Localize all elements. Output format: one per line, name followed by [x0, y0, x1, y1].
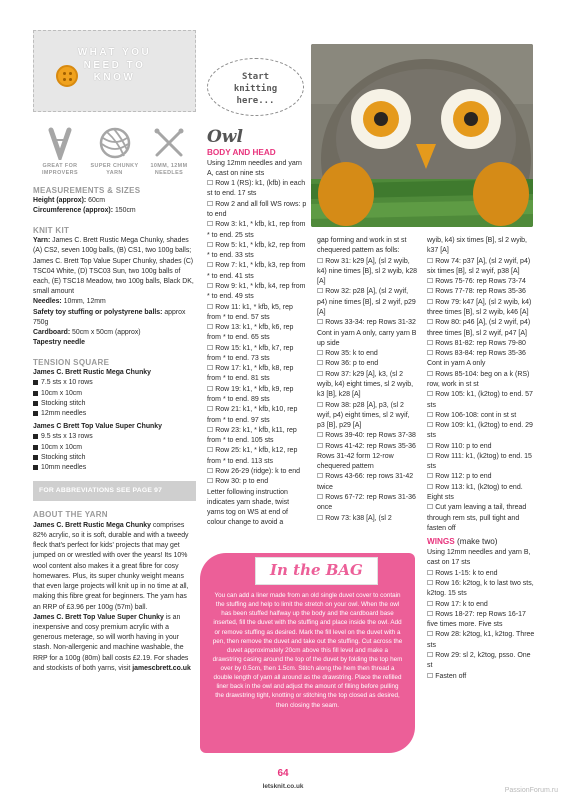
pattern-row: ☐ Row 21: k1, * kfb, k10, rep from * to end. 97 sts	[207, 405, 307, 426]
skill-item	[35, 126, 85, 177]
pattern-row: ☐ Row 80: p46 [A], (sl 2 wyif, p4) three times [B], sl 2 wyif, p47 [A]	[427, 318, 535, 339]
pattern-row: ☐ Row 19: k1, * kfb, k9, rep from * to end. 89 sts	[207, 385, 307, 406]
badge-line: WHAT YOU	[77, 47, 152, 58]
pattern-column-2	[317, 236, 419, 524]
pattern-row: ☐ Rows 75-76: rep Rows 73-74	[427, 277, 535, 287]
in-the-bag-heading: In the BAG	[255, 557, 378, 585]
pattern-column-1	[207, 128, 307, 529]
watermark: PassionForum.ru	[504, 787, 558, 794]
pattern-row: ☐ Row 113: k1, (k2tog) to end. Eight sts	[427, 483, 535, 504]
measurements-text: Height (approx): 60cm Circumference (approx): 150cm	[33, 197, 136, 215]
in-the-bag-text: You can add a liner made from an old single duvet cover to contain the stuffing and help to limit the stretch on your owl. When the owl has been stuffed halfway up the body and the cardboard base inserted, fill the duvet with the stuffing and place inside the owl. Add or remove stuffing as desired. Mark the fill level on the duvet with a pen, then remove the duvet and take out the stuffing. Cut across the duvet approximately 20cm above this fill level and make a drawstring casing around the top of the duvet by folding the top hem over by 0.5cm, then 1.5cm. Stitch along the hem then thread a double length of yarn all around as the drawstring. Place the refilled liner back in the owl and adjust the amount of filling before pulling the drawstring tight, knotting or stitching the top closed as desired, then closing the seam.	[212, 592, 403, 709]
knitting-needles-icon	[152, 126, 186, 160]
pattern-row: ☐ Row 7: k1, * kfb, k3, rep from * to end. 41 sts	[207, 261, 307, 282]
pattern-row: ☐ Row 31: k29 [A], (sl 2 wyib, k4) nine times [B], sl 2 wyib, k28 [A]	[317, 257, 419, 288]
pattern-row: ☐ Row 1 (RS): k1, (kfb) in each st to end. 17 sts	[207, 179, 307, 200]
list-item: 10cm x 10cm	[33, 443, 196, 453]
tension-heading: TENSION SQUARE	[33, 357, 110, 367]
wings-heading: WINGS (make two)	[427, 537, 498, 547]
pattern-row: ☐ Row 30: p to end	[207, 477, 307, 487]
pattern-row: ☐ Row 29: sl 2, k2tog, psso. One st	[427, 651, 535, 672]
list-item: 10cm x 10cm	[33, 389, 196, 399]
pattern-row: ☐ Row 13: k1, * kfb, k6, rep from * to end. 65 sts	[207, 323, 307, 344]
pattern-row: ☐ Cut yarn leaving a tail, thread through rem sts, pull tight and fasten off	[427, 503, 535, 534]
list-item: 10mm needles	[33, 463, 196, 473]
what-you-need-badge	[33, 30, 196, 112]
yarn-website-link[interactable]: jamescbrett.co.uk	[132, 664, 191, 672]
pattern-row: ☐ Row 106-108: cont in st st	[427, 411, 535, 421]
pattern-row: ☐ Row 15: k1, * kfb, k7, rep from * to end. 73 sts	[207, 344, 307, 365]
badge-line: KNOW	[93, 72, 136, 83]
pattern-row: ☐ Row 74: p37 [A], (sl 2 wyif, p4) six times [B], sl 2 wyif, p38 [A]	[427, 257, 535, 278]
pattern-text: Using 12mm needles and yarn A, cast on nine sts ☐ Row 1 (RS): k1, (kfb) in each st to end. 17 sts ☐ Row 2 and all foll WS rows: p to end ☐ Row 3: k1, * kfb, k1, rep from * to end. 25 sts ☐ Row 5: k1, * kfb, k2, rep from * to end. 33 sts ☐ Row 7: k1, * kfb, k3, rep from * to end. 41 sts ☐ Row 9: k1, * kfb, k4, rep from * to end. 49 sts ☐ Row 11: k1, * kfb, k5, rep from * to end. 57 sts ☐ Row 13: k1, * kfb, k6, rep from * to end. 65 sts ☐ Row 15: k1, * kfb, k7, rep from * to end. 73 sts ☐ Row 17: k1, * kfb, k8, rep from * to end. 81 sts ☐ Row 19: k1, * kfb, k9, rep from * to end. 89 sts ☐ Row 21: k1, * kfb, k10, rep from * to end. 97 sts ☐ Row 23: k1, * kfb, k11, rep from * to end. 105 sts ☐ Row 25: k1, * kfb, k12, rep from * to end. 113 sts ☐ Row 26-29 (ridge): k to end ☐ Row 30: p to end Letter following instruction indicates yarn shade, twist yarns tog on WS at end of colour change to avoid a	[207, 159, 307, 529]
button-icon	[56, 65, 78, 87]
badge-line: NEED TO	[83, 59, 146, 71]
pattern-text: wyib, k4) six times [B], sl 2 wyib, k37 [A] ☐ Row 74: p37 [A], (sl 2 wyif, p4) six times [B], sl 2 wyif, p38 [A] ☐ Rows 75-76: rep Rows 73-74 ☐ Rows 77-78: rep Rows 35-36 ☐ Row 79: k47 [A], (sl 2 wyib, k4) three times [B], sl 2 wyib, k46 [A] ☐ Row 80: p46 [A], (sl 2 wyif, p4) three times [B], sl 2 wyif, p47 [A] ☐ Rows 81-82: rep Rows 79-80 ☐ Rows 83-84: rep Rows 35-36 Cont in yarn A only ☐ Rows 85-104: beg on a k (RS) row, work in st st ☐ Row 105: k1, (k2tog) to end. 57 sts ☐ Row 106-108: cont in st st ☐ Row 109: k1, (k2tog) to end. 29 sts ☐ Row 110: p to end ☐ Row 111: k1, (k2tog) to end. 15 sts ☐ Row 112: p to end ☐ Row 113: k1, (k2tog) to end. Eight sts ☐ Cut yarn leaving a tail, thread through rem sts, pull tight and fasten off WINGS (make two) Using 12mm needles and yarn B, cast on 17 sts ☐ Rows 1-15: k to end ☐ Row 16: k2tog, k to last two sts, k2tog. 15 sts ☐ Row 17: k to end ☐ Rows 18-27: rep Rows 16-17 five times more. Five sts ☐ Row 28: k2tog, k1, k2tog. Three sts ☐ Row 29: sl 2, k2tog, psso. One st ☐ Fasten off	[427, 236, 535, 682]
pattern-row: ☐ Rows 18-27: rep Rows 16-17 five times more. Five sts	[427, 610, 535, 631]
pattern-row: ☐ Row 5: k1, * kfb, k2, rep from * to end. 33 sts	[207, 241, 307, 262]
sidebar	[33, 30, 196, 778]
pattern-row: ☐ Row 11: k1, * kfb, k5, rep from * to end. 57 sts	[207, 303, 307, 324]
knit-kit-heading: KNIT KIT	[33, 225, 70, 235]
page-number: 64	[277, 768, 289, 779]
pattern-title: Owl	[207, 127, 243, 147]
pattern-row: ☐ Row 26-29 (ridge): k to end	[207, 467, 307, 477]
pattern-row: ☐ Rows 43-66: rep rows 31-42 twice	[317, 472, 419, 493]
tension-block: James C. Brett Rustic Mega Chunky 7.5 sts x 10 rows 10cm x 10cm Stocking stitch 12mm needles James C Brett Top Value Super Chunky 9.5 sts x 13 rows 10cm x 10cm Stocking stitch 10mm needles	[33, 368, 196, 473]
body-head-heading: BODY AND HEAD	[207, 147, 276, 157]
pattern-row: ☐ Row 28: k2tog, k1, k2tog. Three sts	[427, 630, 535, 651]
pattern-row: ☐ Rows 33-34: rep Rows 31-32	[317, 318, 419, 328]
list-item: Stocking stitch	[33, 399, 196, 409]
pattern-row: ☐ Row 23: k1, * kfb, k11, rep from * to end. 105 sts	[207, 426, 307, 447]
list-item: 12mm needles	[33, 409, 196, 419]
about-yarn-heading: ABOUT THE YARN	[33, 510, 108, 520]
yarn-ball-icon	[98, 126, 132, 160]
pattern-row: ☐ Rows 1-15: k to end	[427, 569, 535, 579]
list-item: 7.5 sts x 10 rows	[33, 378, 196, 388]
pattern-row: ☐ Rows 77-78: rep Rows 35-36	[427, 287, 535, 297]
pattern-row: ☐ Row 9: k1, * kfb, k4, rep from * to end. 49 sts	[207, 282, 307, 303]
pattern-row: ☐ Fasten off	[427, 672, 535, 682]
pattern-row: ☐ Row 37: k29 [A], k3, (sl 2 wyib, k4) eight times, sl 2 wyib, k3 [B], k28 [A]	[317, 370, 419, 401]
about-yarn-text: James C. Brett Rustic Mega Chunky comprises 82% acrylic, so it is soft, durable and with a tweedy fleck that's perfect for kids' projects that may get jumped on or wrestled with over the years! Its 10% wool content also makes it a great fibre for cosy homewares. Plus, its super chunky weight means that even large projects will knit up in no time at all, making this fibre great for beginners. The yarn has an RRP of £3.96 per 100g (57m) ball. James C. Brett Top Value Super Chunky is an inexpensive and cosy premium acrylic with a generous meterage, so will worth having in your stash. Non-allergenic and machine washable, the RRP for a 100g (80m) ball costs £2.19. For shades and stockists of both yarns, visit jamescbrett.co.uk	[33, 521, 191, 672]
skill-caption: 10MM, 12MM NEEDLES	[150, 163, 188, 176]
pattern-text: gap forming and work in st st chequered pattern as folls: ☐ Row 31: k29 [A], (sl 2 wyib, k4) nine times [B], sl 2 wyib, k28 [A] ☐ Row 32: p28 [A], (sl 2 wyif, p4) nine times [B], sl 2 wyif, p29 [A] ☐ Rows 33-34: rep Rows 31-32 Cont in yarn A only, carry yarn B up side ☐ Row 35: k to end ☐ Row 36: p to end ☐ Row 37: k29 [A], k3, (sl 2 wyib, k4) eight times, sl 2 wyib, k3 [B], k28 [A] ☐ Row 38: p28 [A], p3, (sl 2 wyif, p4) eight times, sl 2 wyif, p3 [B], p29 [A] ☐ Rows 39-40: rep Rows 37-38 ☐ Rows 41-42: rep Rows 35-36 Rows 31-42 form 12-row chequered pattern ☐ Rows 43-66: rep rows 31-42 twice ☐ Rows 67-72: rep Rows 31-36 once ☐ Row 73: k38 [A], (sl 2	[317, 236, 419, 524]
start-knitting-bubble: Start knitting here...	[207, 58, 304, 116]
pattern-row: ☐ Rows 67-72: rep Rows 31-36 once	[317, 493, 419, 514]
pattern-row: ☐ Rows 39-40: rep Rows 37-38	[317, 431, 419, 441]
pattern-row: ☐ Row 79: k47 [A], (sl 2 wyib, k4) three times [B], sl 2 wyib, k46 [A]	[427, 298, 535, 319]
pattern-row: ☐ Row 36: p to end	[317, 359, 419, 369]
pattern-row: ☐ Row 3: k1, * kfb, k1, rep from * to end. 25 sts	[207, 220, 307, 241]
list-item: 9.5 sts x 13 rows	[33, 432, 196, 442]
pattern-row: ☐ Row 32: p28 [A], (sl 2 wyif, p4) nine times [B], sl 2 wyif, p29 [A]	[317, 287, 419, 318]
pattern-row: ☐ Row 109: k1, (k2tog) to end. 29 sts	[427, 421, 535, 442]
knit-kit-text: Yarn: James C. Brett Rustic Mega Chunky, shades (A) CS2, seven 100g balls, (B) CS1, two 100g balls; James C. Brett Top Value Super Chunky, shades (C) TSC04 White, (D) TSC03 Sun, two 100g balls of each, (E) TSC18 Meadow, two 100g balls, Black DK, small amount Needles: 10mm, 12mm Safety toy stuffing or polystyrene balls: approx 750g Cardboard: 50cm x 50cm (approx) Tapestry needle	[33, 237, 194, 347]
skill-item	[144, 126, 194, 177]
owl-photo	[311, 44, 533, 227]
site-url: letsknit.co.uk	[262, 782, 304, 790]
pattern-row: ☐ Row 35: k to end	[317, 349, 419, 359]
pattern-row: ☐ Rows 41-42: rep Rows 35-36	[317, 442, 419, 452]
pattern-row: ☐ Row 25: k1, * kfb, k12, rep from * to end. 113 sts	[207, 446, 307, 467]
pattern-row: ☐ Row 73: k38 [A], (sl 2	[317, 514, 419, 524]
skill-icons	[33, 126, 196, 177]
pattern-row: ☐ Row 105: k1, (k2tog) to end. 57 sts	[427, 390, 535, 411]
pattern-row: ☐ Row 2 and all foll WS rows: p to end	[207, 200, 307, 221]
pattern-row: ☐ Row 112: p to end	[427, 472, 535, 482]
measurements-heading: MEASUREMENTS & SIZES	[33, 185, 141, 195]
pattern-column-3	[427, 236, 535, 682]
skill-caption: SUPER CHUNKY YARN	[90, 163, 139, 176]
skill-caption: GREAT FOR IMPROVERS	[42, 163, 78, 176]
pattern-row: ☐ Rows 81-82: rep Rows 79-80	[427, 339, 535, 349]
pattern-row: ☐ Row 16: k2tog, k to last two sts, k2tog. 15 sts	[427, 579, 535, 600]
list-item: Stocking stitch	[33, 453, 196, 463]
pattern-row: ☐ Rows 83-84: rep Rows 35-36	[427, 349, 535, 359]
pattern-row: ☐ Row 111: k1, (k2tog) to end. 15 sts	[427, 452, 535, 473]
pattern-row: ☐ Row 110: p to end	[427, 442, 535, 452]
tweezers-icon	[43, 126, 77, 160]
pattern-row: ☐ Row 17: k to end	[427, 600, 535, 610]
abbreviations-banner: FOR ABBREVIATIONS SEE PAGE 97	[33, 481, 196, 501]
pattern-row: ☐ Rows 85-104: beg on a k (RS) row, work in st st	[427, 370, 535, 391]
pattern-row: ☐ Row 17: k1, * kfb, k8, rep from * to end. 81 sts	[207, 364, 307, 385]
page-footer	[0, 767, 566, 791]
skill-item	[90, 126, 140, 177]
pattern-row: ☐ Row 38: p28 [A], p3, (sl 2 wyif, p4) eight times, sl 2 wyif, p3 [B], p29 [A]	[317, 401, 419, 432]
